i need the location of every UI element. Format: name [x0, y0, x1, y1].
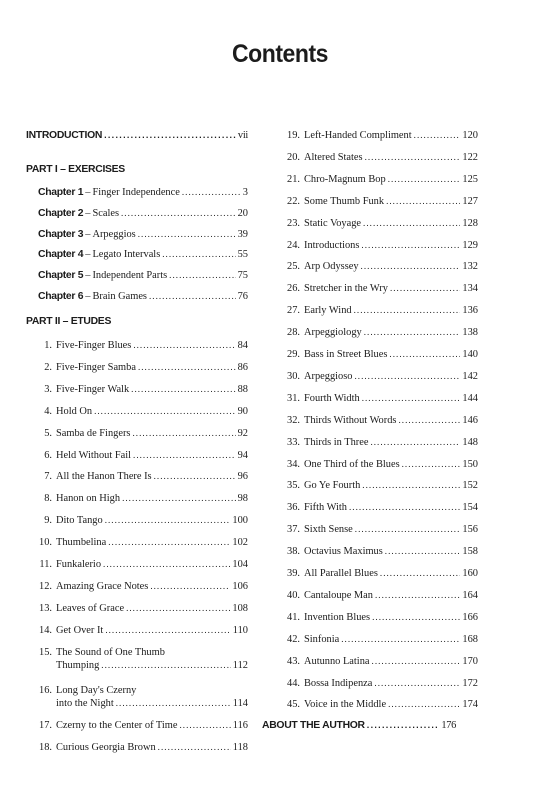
- etude-number: 27.: [287, 305, 300, 317]
- etude-number: 24.: [287, 239, 300, 251]
- entry-title: Some Thumb Funk: [304, 195, 385, 207]
- etude-number: 44.: [287, 677, 300, 689]
- entry-title: Czerny to the Center of Time: [56, 720, 178, 731]
- dot-leader: [122, 493, 236, 504]
- entry-title: All the Hanon There Is: [56, 471, 152, 482]
- entry-title: Chro-Magnum Bop: [304, 173, 386, 185]
- entry-title: Hold On: [56, 406, 93, 417]
- entry-title-continued: into the Night: [56, 698, 114, 709]
- toc-entry-etude[interactable]: [26, 537, 248, 548]
- entry-title: Stretcher in the Wry: [304, 283, 388, 295]
- entry-page: 166: [462, 611, 478, 623]
- entry-page: 168: [462, 633, 478, 645]
- entry-page: 125: [462, 173, 478, 185]
- entry-page: 128: [462, 217, 478, 229]
- entry-title: Sinfonia: [304, 633, 340, 645]
- entry-title: Invention Blues: [304, 611, 371, 623]
- etude-number: 39.: [287, 568, 300, 579]
- toc-entry-etude[interactable]: [274, 699, 478, 710]
- entry-title: Bossa Indipenza: [304, 677, 373, 689]
- dot-leader: [355, 524, 461, 535]
- entry-title: Scales: [92, 207, 119, 219]
- dot-leader: [380, 568, 461, 579]
- entry-title: Introductions: [304, 239, 360, 251]
- separator: –: [85, 187, 91, 198]
- dot-leader: [361, 261, 461, 272]
- etude-number: 15.: [39, 647, 52, 658]
- dot-leader: [103, 559, 230, 570]
- toc-entry-etude[interactable]: [274, 174, 478, 185]
- entry-page: 86: [237, 362, 248, 373]
- entry-title: Funkalerio: [56, 559, 102, 570]
- dot-leader: [402, 459, 461, 470]
- entry-page: 96: [237, 471, 248, 482]
- chapter-number: Chapter 5: [38, 270, 84, 282]
- entry-title: Curious Georgia Brown: [56, 742, 156, 753]
- entry-title: Get Over It: [56, 625, 104, 636]
- toc-entry-etude[interactable]: [274, 634, 478, 645]
- etude-number: 42.: [287, 633, 300, 645]
- toc-entry-etude[interactable]: [274, 678, 478, 689]
- entry-title: Go Ye Fourth: [304, 480, 361, 492]
- dot-leader: [372, 656, 461, 667]
- entry-page: 75: [237, 270, 248, 282]
- etude-number: 29.: [287, 349, 300, 360]
- dot-leader: [133, 340, 235, 351]
- toc-entry-etude[interactable]: [274, 568, 478, 579]
- separator: –: [85, 228, 91, 240]
- etude-number: 40.: [287, 589, 300, 601]
- dot-leader: [367, 720, 440, 731]
- etude-number: 25.: [287, 261, 300, 273]
- entry-title: Leaves of Grace: [56, 603, 125, 614]
- entry-page: 150: [462, 458, 478, 470]
- dot-leader: [390, 283, 460, 294]
- entry-page: 98: [237, 493, 248, 504]
- dot-leader: [162, 249, 235, 260]
- dot-leader: [389, 349, 460, 360]
- entry-page: 102: [232, 537, 248, 548]
- toc-entry-etude[interactable]: [26, 603, 248, 614]
- etude-number: 30.: [287, 370, 300, 382]
- dot-leader: [372, 612, 460, 623]
- etude-number: 37.: [287, 524, 300, 536]
- etude-number: 21.: [287, 173, 300, 185]
- etude-number: 11.: [39, 559, 52, 570]
- entry-page: 176: [441, 720, 456, 731]
- etude-number: 35.: [287, 480, 300, 492]
- dot-leader: [182, 187, 241, 198]
- etude-number: 6.: [44, 450, 52, 461]
- entry-title: The Sound of One Thumb: [56, 647, 165, 658]
- entry-title: Cantaloupe Man: [304, 589, 373, 601]
- toc-entry-etude[interactable]: [26, 647, 248, 671]
- entry-page: 104: [232, 559, 248, 570]
- etude-number: 7.: [44, 471, 52, 482]
- entry-title: Held Without Fail: [56, 450, 132, 461]
- dot-leader: [158, 742, 231, 753]
- entry-page: 84: [237, 340, 248, 351]
- toc-entry-etude[interactable]: [274, 218, 478, 229]
- toc-entry-etude[interactable]: [26, 450, 248, 461]
- separator: –: [85, 270, 91, 282]
- entry-title: Hanon on High: [56, 493, 121, 504]
- etude-number: 38.: [287, 546, 300, 558]
- dot-leader: [354, 371, 460, 382]
- dot-leader: [116, 698, 231, 709]
- dot-leader: [169, 270, 235, 281]
- toc-entry-etude[interactable]: [26, 742, 248, 753]
- toc-entry-about-author[interactable]: [262, 720, 456, 731]
- entry-page: 110: [232, 625, 248, 636]
- toc-entry-etude[interactable]: [274, 371, 478, 382]
- entry-page: 158: [462, 546, 478, 558]
- dot-leader: [388, 699, 460, 710]
- dot-leader: [364, 327, 461, 338]
- entry-page: 122: [462, 151, 478, 163]
- dot-leader: [132, 428, 235, 439]
- chapter-number: Chapter 6: [38, 291, 84, 302]
- toc-entry-etude[interactable]: [26, 493, 248, 504]
- toc-entry-etude[interactable]: [26, 428, 248, 439]
- etude-number: 23.: [287, 217, 300, 229]
- entry-title: Finger Independence: [92, 187, 180, 198]
- entry-page: 144: [462, 392, 478, 404]
- entry-first-line: [26, 685, 248, 696]
- entry-title-continued: Thumping: [56, 660, 100, 671]
- etude-number: 31.: [287, 392, 300, 404]
- etude-number: 8.: [44, 493, 52, 504]
- separator: –: [85, 207, 91, 219]
- toc-entry-etude[interactable]: [274, 261, 478, 272]
- etude-number: 9.: [44, 515, 52, 526]
- toc-entry-etude[interactable]: [26, 685, 248, 709]
- dot-leader: [365, 152, 461, 163]
- toc-entry-introduction[interactable]: [26, 130, 248, 141]
- etude-number: 1.: [44, 340, 52, 351]
- dot-leader: [138, 229, 236, 240]
- dot-leader: [341, 634, 460, 645]
- dot-leader: [94, 406, 236, 417]
- dot-leader: [349, 502, 460, 513]
- toc-entry-etude[interactable]: [274, 393, 478, 404]
- entry-title: Bass in Street Blues: [304, 349, 388, 360]
- entry-page: 108: [232, 603, 248, 614]
- entry-page: 152: [462, 480, 478, 492]
- dot-leader: [138, 362, 236, 373]
- entry-title: Autunno Latina: [304, 655, 370, 667]
- entry-page: 39: [237, 228, 248, 240]
- chapter-number: Chapter 2: [38, 207, 84, 219]
- chapter-number: Chapter 1: [38, 187, 84, 198]
- entry-page: 120: [462, 130, 478, 141]
- toc-entry-etude[interactable]: [274, 240, 478, 251]
- etude-number: 13.: [39, 603, 52, 614]
- entry-second-line: [26, 698, 248, 709]
- entry-page: 174: [462, 699, 478, 711]
- entry-page: 138: [462, 327, 478, 339]
- toc-entry-etude[interactable]: [26, 720, 248, 731]
- entry-page: 100: [232, 515, 248, 526]
- toc-entry-etude[interactable]: [26, 581, 248, 592]
- toc-entry-etude[interactable]: [274, 152, 478, 163]
- entry-second-line: [26, 660, 248, 671]
- toc-entry-chapter[interactable]: [26, 270, 248, 281]
- entry-title: Thumbelina: [56, 537, 107, 548]
- dot-leader: [131, 384, 235, 395]
- entry-title: Arpeggios: [92, 228, 136, 240]
- entry-page: 94: [237, 450, 248, 461]
- entry-page: 160: [462, 568, 478, 579]
- toc-entry-etude[interactable]: [274, 349, 478, 360]
- entry-page: 114: [232, 698, 248, 709]
- entry-title: Amazing Grace Notes: [56, 581, 149, 592]
- dot-leader: [398, 415, 460, 426]
- separator: –: [85, 249, 91, 261]
- dot-leader: [388, 174, 461, 185]
- etude-number: 3.: [44, 384, 52, 395]
- toc-entry-etude[interactable]: [26, 471, 248, 482]
- entry-page: 88: [237, 384, 248, 395]
- entry-page: 172: [462, 677, 478, 689]
- entry-page: 134: [462, 283, 478, 295]
- entry-page: 146: [462, 414, 478, 426]
- toc-entry-etude[interactable]: [274, 612, 478, 623]
- toc-entry-chapter[interactable]: [26, 291, 248, 302]
- entry-page: 118: [232, 742, 248, 753]
- entry-title: Fourth Width: [304, 392, 360, 404]
- etude-number: 5.: [44, 428, 52, 439]
- dot-leader: [375, 590, 460, 601]
- etude-number: 4.: [44, 406, 52, 417]
- toc-entry-etude[interactable]: [26, 340, 248, 351]
- toc-entry-etude[interactable]: [274, 656, 478, 667]
- entry-title: INTRODUCTION: [26, 130, 103, 141]
- toc-entry-chapter[interactable]: [26, 249, 248, 260]
- dot-leader: [105, 515, 231, 526]
- etude-number: 32.: [287, 414, 300, 426]
- etude-number: 26.: [287, 283, 300, 295]
- toc-entry-etude[interactable]: [274, 437, 478, 448]
- entry-title: Sixth Sense: [304, 524, 353, 536]
- dot-leader: [154, 471, 236, 482]
- entry-first-line: [26, 647, 248, 658]
- entry-page: 116: [232, 720, 248, 731]
- toc-entry-chapter[interactable]: [26, 208, 248, 219]
- dot-leader: [149, 291, 236, 302]
- etude-number: 43.: [287, 655, 300, 667]
- dot-leader: [108, 537, 230, 548]
- entry-title: Thirds in Three: [304, 436, 369, 448]
- toc-entry-etude[interactable]: [274, 546, 478, 557]
- etude-number: 41.: [287, 611, 300, 623]
- entry-page: 3: [242, 187, 248, 198]
- etude-number: 17.: [39, 720, 52, 731]
- toc-entry-etude[interactable]: [274, 130, 478, 141]
- entry-page: 140: [462, 349, 478, 360]
- entry-title: Altered States: [304, 151, 363, 163]
- dot-leader: [362, 480, 460, 491]
- toc-entry-etude[interactable]: [274, 459, 478, 470]
- dot-leader: [104, 130, 236, 141]
- entry-page: 76: [237, 291, 248, 302]
- toc-entry-etude[interactable]: [274, 524, 478, 535]
- part-heading-exercises: PART I – EXERCISES: [26, 164, 125, 175]
- dot-leader: [101, 660, 231, 671]
- entry-page: 154: [462, 502, 478, 514]
- page-title: Contents: [232, 40, 328, 68]
- dot-leader: [370, 437, 460, 448]
- dot-leader: [363, 218, 460, 229]
- etude-number: 16.: [39, 685, 52, 696]
- toc-entry-etude[interactable]: [274, 415, 478, 426]
- entry-title: Independent Parts: [92, 270, 168, 282]
- entry-title: Arpeggioso: [304, 370, 353, 382]
- etude-number: 20.: [287, 151, 300, 163]
- entry-page: 129: [462, 239, 478, 251]
- etude-number: 22.: [287, 195, 300, 207]
- etude-number: 14.: [39, 625, 52, 636]
- dot-leader: [385, 546, 461, 557]
- dot-leader: [354, 305, 461, 316]
- toc-entry-etude[interactable]: [26, 362, 248, 373]
- dot-leader: [361, 240, 460, 251]
- entry-title: Voice in the Middle: [304, 699, 387, 711]
- entry-title: Thirds Without Words: [304, 414, 397, 426]
- entry-page: 55: [237, 249, 248, 261]
- etude-number: 28.: [287, 327, 300, 339]
- dot-leader: [362, 393, 461, 404]
- entry-title: Brain Games: [92, 291, 147, 302]
- dot-leader: [374, 678, 460, 689]
- toc-entry-etude[interactable]: [274, 590, 478, 601]
- entry-title: Octavius Maximus: [304, 546, 383, 558]
- entry-title: ABOUT THE AUTHOR: [262, 720, 365, 731]
- entry-page: 92: [237, 428, 248, 439]
- dot-leader: [150, 581, 230, 592]
- entry-page: 112: [232, 660, 248, 671]
- toc-entry-etude[interactable]: [274, 196, 478, 207]
- entry-title: All Parallel Blues: [304, 568, 378, 579]
- entry-page: 156: [462, 524, 478, 536]
- toc-entry-etude[interactable]: [26, 384, 248, 395]
- entry-title: Five-Finger Walk: [56, 384, 130, 395]
- entry-page: 164: [462, 589, 478, 601]
- toc-entry-etude[interactable]: [274, 305, 478, 316]
- toc-entry-chapter[interactable]: [26, 187, 248, 198]
- entry-page: 127: [462, 195, 478, 207]
- dot-leader: [414, 130, 461, 141]
- toc-entry-etude[interactable]: [26, 559, 248, 570]
- entry-title: Static Voyage: [304, 217, 362, 229]
- entry-title: Five-Finger Blues: [56, 340, 132, 351]
- entry-title: Fifth With: [304, 502, 347, 514]
- dot-leader: [180, 720, 231, 731]
- dot-leader: [121, 208, 236, 219]
- etude-number: 19.: [287, 130, 300, 141]
- toc-entry-chapter[interactable]: [26, 229, 248, 240]
- etude-number: 34.: [287, 458, 300, 470]
- toc-entry-etude[interactable]: [26, 406, 248, 417]
- entry-title: Early Wind: [304, 305, 352, 317]
- entry-page: 106: [232, 581, 248, 592]
- entry-title: Long Day's Czerny: [56, 685, 137, 696]
- entry-page: 170: [462, 655, 478, 667]
- entry-title: Left-Handed Compliment: [304, 130, 412, 141]
- chapter-number: Chapter 3: [38, 228, 84, 240]
- entry-page: vii: [237, 130, 248, 141]
- entry-title: Arpeggiology: [304, 327, 362, 339]
- part-heading-etudes: PART II – ETUDES: [26, 316, 112, 327]
- entry-page: 142: [462, 370, 478, 382]
- toc-entry-etude[interactable]: [26, 515, 248, 526]
- entry-title: Arp Odyssey: [304, 261, 359, 273]
- dot-leader: [126, 603, 230, 614]
- entry-title: Legato Intervals: [92, 249, 161, 261]
- etude-number: 45.: [287, 699, 300, 711]
- toc-entry-etude[interactable]: [274, 480, 478, 491]
- entry-page: 20: [237, 207, 248, 219]
- entry-page: 136: [462, 305, 478, 317]
- entry-title: Samba de Fingers: [56, 428, 131, 439]
- entry-page: 90: [237, 406, 248, 417]
- etude-number: 12.: [39, 581, 52, 592]
- entry-title: Dito Tango: [56, 515, 103, 526]
- entry-page: 148: [462, 436, 478, 448]
- toc-entry-etude[interactable]: [274, 327, 478, 338]
- etude-number: 33.: [287, 436, 300, 448]
- etude-number: 36.: [287, 502, 300, 514]
- etude-number: 10.: [39, 537, 52, 548]
- entry-title: Five-Finger Samba: [56, 362, 136, 373]
- chapter-number: Chapter 4: [38, 249, 84, 261]
- etude-number: 2.: [44, 362, 52, 373]
- toc-entry-etude[interactable]: [274, 283, 478, 294]
- toc-entry-etude[interactable]: [26, 625, 248, 636]
- dot-leader: [386, 196, 460, 207]
- toc-entry-etude[interactable]: [274, 502, 478, 513]
- entry-page: 132: [462, 261, 478, 273]
- dot-leader: [133, 450, 236, 461]
- etude-number: 18.: [39, 742, 52, 753]
- dot-leader: [105, 625, 230, 636]
- separator: –: [85, 291, 91, 302]
- entry-title: One Third of the Blues: [304, 458, 400, 470]
